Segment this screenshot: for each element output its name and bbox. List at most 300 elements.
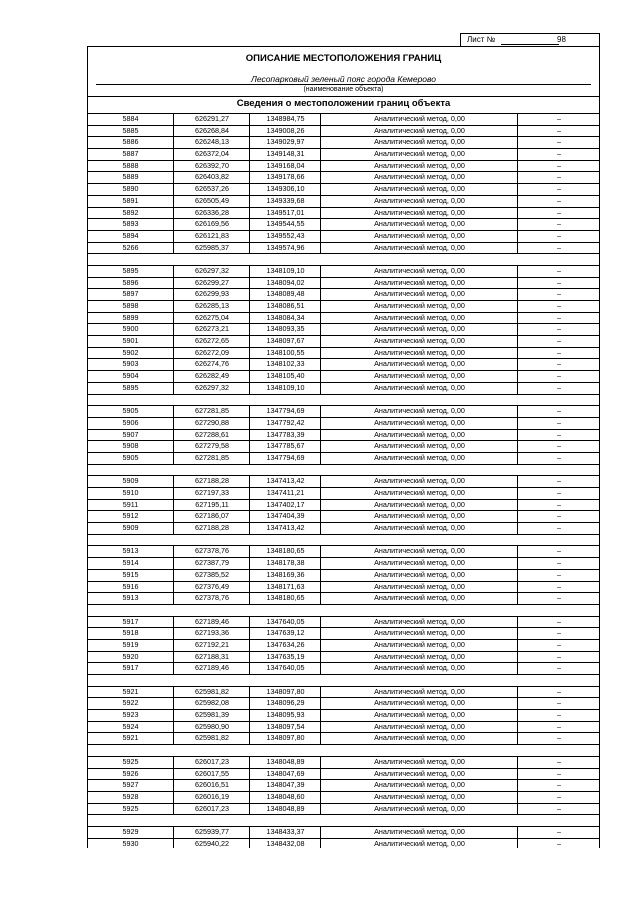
note-cell: – — [517, 523, 600, 534]
x-coordinate-cell: 625940,22 — [173, 839, 250, 848]
point-number-cell: 5914 — [122, 558, 139, 568]
point-number-cell: 5898 — [122, 301, 139, 310]
x-coordinate-cell: 627189,46 — [173, 617, 250, 628]
note-cell: – — [517, 406, 600, 417]
y-coordinate-cell: 1348048,60 — [249, 792, 321, 803]
y-coordinate-cell: 1348109,10 — [249, 383, 321, 394]
note-cell: – — [517, 289, 600, 300]
point-number-cell: 5912 — [122, 511, 139, 521]
point-number-cell: 5906 — [122, 417, 139, 427]
x-coordinate-cell: 626248,13 — [173, 137, 250, 148]
note-cell: – — [517, 593, 600, 604]
table-row — [88, 616, 599, 628]
table-row — [88, 756, 599, 768]
note-cell: – — [517, 243, 600, 254]
x-coordinate-cell: 626016,51 — [173, 780, 250, 791]
y-coordinate-cell: 1347402,17 — [249, 500, 321, 511]
x-coordinate-cell: 625981,39 — [173, 710, 250, 721]
method-cell: Аналитический метод, 0,00 — [320, 546, 518, 557]
y-coordinate-cell: 1349339,68 — [249, 196, 321, 207]
table-spacer-row — [88, 253, 599, 265]
point-number-cell: 5929 — [122, 826, 139, 836]
note-cell: – — [517, 114, 600, 125]
point-number-cell: 5888 — [122, 160, 139, 170]
x-coordinate-cell: 626017,23 — [173, 757, 250, 768]
point-number-cell: 5913 — [122, 593, 139, 603]
y-coordinate-cell: 1348097,67 — [249, 336, 321, 347]
method-cell: Аналитический метод, 0,00 — [320, 617, 518, 628]
note-cell: – — [517, 336, 600, 347]
y-coordinate-cell: 1348171,63 — [249, 582, 321, 593]
x-coordinate-cell: 627193,36 — [173, 628, 250, 639]
note-cell: – — [517, 804, 600, 815]
table-row — [88, 265, 599, 277]
y-coordinate-cell: 1349544,55 — [249, 219, 321, 230]
method-cell: Аналитический метод, 0,00 — [320, 348, 518, 359]
note-cell: – — [517, 313, 600, 324]
note-cell: – — [517, 208, 600, 219]
x-coordinate-cell: 625939,77 — [173, 827, 250, 838]
note-cell: – — [517, 827, 600, 838]
x-coordinate-cell: 626275,04 — [173, 313, 250, 324]
point-number-cell: 5924 — [122, 721, 139, 731]
x-coordinate-cell: 626274,76 — [173, 359, 250, 370]
method-cell: Аналитический метод, 0,00 — [320, 663, 518, 674]
sheet-number: 98 — [557, 35, 566, 44]
note-cell: – — [517, 687, 600, 698]
table-row — [88, 277, 599, 289]
y-coordinate-cell: 1348086,51 — [249, 301, 321, 312]
table-spacer-row — [88, 534, 599, 546]
y-coordinate-cell: 1348180,65 — [249, 593, 321, 604]
method-cell: Аналитический метод, 0,00 — [320, 383, 518, 394]
point-number-cell: 5922 — [122, 698, 139, 708]
x-coordinate-cell: 626297,32 — [173, 383, 250, 394]
note-cell: – — [517, 617, 600, 628]
method-cell: Аналитический метод, 0,00 — [320, 289, 518, 300]
point-number-cell: 5893 — [122, 219, 139, 229]
method-cell: Аналитический метод, 0,00 — [320, 733, 518, 744]
note-cell: – — [517, 161, 600, 172]
note-cell: – — [517, 430, 600, 441]
object-name-caption: (наименование объекта) — [303, 86, 384, 93]
point-number-cell: 5895 — [122, 265, 139, 275]
table-spacer-row — [88, 814, 599, 826]
point-number-cell: 5896 — [122, 277, 139, 287]
x-coordinate-cell: 626273,21 — [173, 324, 250, 335]
table-spacer-row — [88, 744, 599, 756]
method-cell: Аналитический метод, 0,00 — [320, 698, 518, 709]
y-coordinate-cell: 1348102,33 — [249, 359, 321, 370]
method-cell: Аналитический метод, 0,00 — [320, 208, 518, 219]
y-coordinate-cell: 1349574,96 — [249, 243, 321, 254]
point-number-cell: 5908 — [122, 441, 139, 451]
method-cell: Аналитический метод, 0,00 — [320, 196, 518, 207]
table-row — [88, 581, 599, 593]
table-row — [88, 358, 599, 370]
note-cell: – — [517, 196, 600, 207]
note-cell: – — [517, 663, 600, 674]
method-cell: Аналитический метод, 0,00 — [320, 149, 518, 160]
method-cell: Аналитический метод, 0,00 — [320, 336, 518, 347]
x-coordinate-cell: 627376,49 — [173, 582, 250, 593]
y-coordinate-cell: 1348097,80 — [249, 733, 321, 744]
method-cell: Аналитический метод, 0,00 — [320, 523, 518, 534]
table-row — [88, 569, 599, 581]
point-number-cell: 5889 — [122, 172, 139, 182]
y-coordinate-cell: 1347640,05 — [249, 663, 321, 674]
x-coordinate-cell: 626336,28 — [173, 208, 250, 219]
method-cell: Аналитический метод, 0,00 — [320, 114, 518, 125]
note-cell: – — [517, 710, 600, 721]
x-coordinate-cell: 626016,19 — [173, 792, 250, 803]
method-cell: Аналитический метод, 0,00 — [320, 500, 518, 511]
x-coordinate-cell: 627186,07 — [173, 511, 250, 522]
y-coordinate-cell: 1347404,39 — [249, 511, 321, 522]
note-cell: – — [517, 184, 600, 195]
point-number-cell: 5895 — [122, 382, 139, 392]
x-coordinate-cell: 627378,76 — [173, 546, 250, 557]
note-cell: – — [517, 780, 600, 791]
note-cell: – — [517, 383, 600, 394]
table-row — [88, 160, 599, 172]
method-cell: Аналитический метод, 0,00 — [320, 172, 518, 183]
point-number-cell: 5886 — [122, 137, 139, 147]
method-cell: Аналитический метод, 0,00 — [320, 313, 518, 324]
point-number-cell: 5266 — [122, 242, 139, 252]
note-cell: – — [517, 149, 600, 160]
point-number-cell: 5884 — [122, 114, 139, 123]
table-row — [88, 592, 599, 604]
table-row — [88, 768, 599, 780]
point-number-cell: 5909 — [122, 523, 139, 533]
method-cell: Аналитический метод, 0,00 — [320, 406, 518, 417]
x-coordinate-cell: 626272,09 — [173, 348, 250, 359]
table-row — [88, 300, 599, 312]
y-coordinate-cell: 1348089,48 — [249, 289, 321, 300]
y-coordinate-cell: 1348048,89 — [249, 804, 321, 815]
table-row — [88, 545, 599, 557]
table-row — [88, 627, 599, 639]
x-coordinate-cell: 625985,37 — [173, 243, 250, 254]
note-cell: – — [517, 511, 600, 522]
note-cell: – — [517, 558, 600, 569]
table-row — [88, 440, 599, 452]
table-row — [88, 662, 599, 674]
point-number-cell: 5918 — [122, 628, 139, 638]
x-coordinate-cell: 627188,31 — [173, 652, 250, 663]
method-cell: Аналитический метод, 0,00 — [320, 161, 518, 172]
table-row — [88, 125, 599, 137]
point-number-cell: 5923 — [122, 710, 139, 720]
note-cell: – — [517, 722, 600, 733]
table-row — [88, 312, 599, 324]
y-coordinate-cell: 1349029,97 — [249, 137, 321, 148]
note-cell: – — [517, 219, 600, 230]
table-spacer-row — [88, 604, 599, 616]
point-number-cell: 5919 — [122, 639, 139, 649]
method-cell: Аналитический метод, 0,00 — [320, 804, 518, 815]
note-cell: – — [517, 500, 600, 511]
table-row — [88, 207, 599, 219]
sheet-number-underline — [501, 44, 559, 45]
table-row — [88, 522, 599, 534]
method-cell: Аналитический метод, 0,00 — [320, 582, 518, 593]
note-cell: – — [517, 453, 600, 464]
page-title: ОПИСАНИЕ МЕСТОПОЛОЖЕНИЯ ГРАНИЦ — [245, 53, 442, 64]
x-coordinate-cell: 627188,28 — [173, 523, 250, 534]
y-coordinate-cell: 1347785,67 — [249, 441, 321, 452]
table-row — [88, 557, 599, 569]
x-coordinate-cell: 627387,79 — [173, 558, 250, 569]
sheet-label: Лист № — [467, 35, 496, 44]
point-number-cell: 5910 — [122, 488, 139, 497]
table-spacer-row — [88, 464, 599, 476]
point-number-cell: 5894 — [122, 230, 139, 240]
table-row — [88, 686, 599, 698]
table-row — [88, 417, 599, 429]
y-coordinate-cell: 1348048,89 — [249, 757, 321, 768]
table-row — [88, 230, 599, 242]
note-cell: – — [517, 488, 600, 499]
object-name-underline — [96, 84, 591, 85]
table-row — [88, 288, 599, 300]
y-coordinate-cell: 1347792,42 — [249, 418, 321, 429]
x-coordinate-cell: 626272,65 — [173, 336, 250, 347]
x-coordinate-cell: 627385,52 — [173, 570, 250, 581]
method-cell: Аналитический метод, 0,00 — [320, 710, 518, 721]
point-number-cell: 5925 — [122, 803, 139, 813]
y-coordinate-cell: 1348084,34 — [249, 313, 321, 324]
point-number-cell: 5907 — [122, 429, 139, 439]
table-row — [88, 779, 599, 791]
method-cell: Аналитический метод, 0,00 — [320, 278, 518, 289]
table-row — [88, 113, 599, 125]
x-coordinate-cell: 625981,82 — [173, 687, 250, 698]
y-coordinate-cell: 1348096,29 — [249, 698, 321, 709]
table-row — [88, 171, 599, 183]
x-coordinate-cell: 626121,83 — [173, 231, 250, 242]
table-row — [88, 382, 599, 394]
table-row — [88, 838, 599, 848]
method-cell: Аналитический метод, 0,00 — [320, 418, 518, 429]
note-cell: – — [517, 733, 600, 744]
table-spacer-row — [88, 394, 599, 406]
y-coordinate-cell: 1347635,19 — [249, 652, 321, 663]
y-coordinate-cell: 1349306,10 — [249, 184, 321, 195]
note-cell: – — [517, 769, 600, 780]
table-row — [88, 136, 599, 148]
note-cell: – — [517, 137, 600, 148]
method-cell: Аналитический метод, 0,00 — [320, 488, 518, 499]
table-row — [88, 791, 599, 803]
y-coordinate-cell: 1349178,66 — [249, 172, 321, 183]
table-row — [88, 183, 599, 195]
point-number-cell: 5920 — [122, 651, 139, 661]
section-divider — [88, 96, 599, 97]
x-coordinate-cell: 626403,82 — [173, 172, 250, 183]
method-cell: Аналитический метод, 0,00 — [320, 628, 518, 639]
point-number-cell: 5901 — [122, 336, 139, 346]
point-number-cell: 5903 — [122, 359, 139, 369]
x-coordinate-cell: 625980,90 — [173, 722, 250, 733]
method-cell: Аналитический метод, 0,00 — [320, 231, 518, 242]
note-cell: – — [517, 652, 600, 663]
point-number-cell: 5913 — [122, 546, 139, 556]
x-coordinate-cell: 627378,76 — [173, 593, 250, 604]
table-row — [88, 242, 599, 254]
method-cell: Аналитический метод, 0,00 — [320, 453, 518, 464]
note-cell: – — [517, 839, 600, 848]
method-cell: Аналитический метод, 0,00 — [320, 219, 518, 230]
x-coordinate-cell: 626372,04 — [173, 149, 250, 160]
point-number-cell: 5885 — [122, 125, 139, 135]
method-cell: Аналитический метод, 0,00 — [320, 792, 518, 803]
point-number-cell: 5927 — [122, 780, 139, 790]
method-cell: Аналитический метод, 0,00 — [320, 593, 518, 604]
y-coordinate-cell: 1347640,05 — [249, 617, 321, 628]
y-coordinate-cell: 1348105,40 — [249, 371, 321, 382]
table-row — [88, 721, 599, 733]
method-cell: Аналитический метод, 0,00 — [320, 266, 518, 277]
table-row — [88, 651, 599, 663]
table-row — [88, 370, 599, 382]
x-coordinate-cell: 627281,85 — [173, 453, 250, 464]
table-row — [88, 405, 599, 417]
table-row — [88, 639, 599, 651]
point-number-cell: 5915 — [122, 569, 139, 579]
x-coordinate-cell: 627195,11 — [173, 500, 250, 511]
note-cell: – — [517, 698, 600, 709]
y-coordinate-cell: 1347794,69 — [249, 406, 321, 417]
method-cell: Аналитический метод, 0,00 — [320, 769, 518, 780]
y-coordinate-cell: 1348984,75 — [249, 114, 321, 125]
table-row — [88, 452, 599, 464]
method-cell: Аналитический метод, 0,00 — [320, 476, 518, 487]
x-coordinate-cell: 626017,55 — [173, 769, 250, 780]
x-coordinate-cell: 626169,56 — [173, 219, 250, 230]
table-row — [88, 732, 599, 744]
note-cell: – — [517, 172, 600, 183]
method-cell: Аналитический метод, 0,00 — [320, 839, 518, 848]
table-row — [88, 475, 599, 487]
point-number-cell: 5904 — [122, 371, 139, 381]
section-title: Сведения о местоположении границ объекта — [236, 98, 451, 109]
method-cell: Аналитический метод, 0,00 — [320, 652, 518, 663]
note-cell: – — [517, 757, 600, 768]
point-number-cell: 5909 — [122, 476, 139, 486]
point-number-cell: 5917 — [122, 616, 139, 626]
point-number-cell: 5917 — [122, 663, 139, 673]
x-coordinate-cell: 626299,93 — [173, 289, 250, 300]
y-coordinate-cell: 1347783,39 — [249, 430, 321, 441]
method-cell: Аналитический метод, 0,00 — [320, 441, 518, 452]
point-number-cell: 5890 — [122, 184, 139, 194]
table-row — [88, 218, 599, 230]
method-cell: Аналитический метод, 0,00 — [320, 324, 518, 335]
x-coordinate-cell: 627188,28 — [173, 476, 250, 487]
y-coordinate-cell: 1348047,39 — [249, 780, 321, 791]
table-row — [88, 510, 599, 522]
method-cell: Аналитический метод, 0,00 — [320, 827, 518, 838]
y-coordinate-cell: 1347413,42 — [249, 476, 321, 487]
coordinates-table — [88, 113, 599, 848]
y-coordinate-cell: 1348433,37 — [249, 827, 321, 838]
y-coordinate-cell: 1349168,04 — [249, 161, 321, 172]
point-number-cell: 5887 — [122, 149, 139, 159]
table-row — [88, 148, 599, 160]
table-row — [88, 335, 599, 347]
point-number-cell: 5905 — [122, 452, 139, 462]
x-coordinate-cell: 626505,49 — [173, 196, 250, 207]
method-cell: Аналитический метод, 0,00 — [320, 558, 518, 569]
point-number-cell: 5900 — [122, 324, 139, 334]
point-number-cell: 5899 — [122, 312, 139, 322]
point-number-cell: 5905 — [122, 406, 139, 416]
table-row — [88, 347, 599, 359]
x-coordinate-cell: 625981,82 — [173, 733, 250, 744]
x-coordinate-cell: 627279,58 — [173, 441, 250, 452]
y-coordinate-cell: 1347411,21 — [249, 488, 321, 499]
point-number-cell: 5921 — [122, 686, 139, 696]
note-cell: – — [517, 476, 600, 487]
x-coordinate-cell: 626282,49 — [173, 371, 250, 382]
note-cell: – — [517, 126, 600, 137]
y-coordinate-cell: 1349517,01 — [249, 208, 321, 219]
y-coordinate-cell: 1348180,65 — [249, 546, 321, 557]
point-number-cell: 5916 — [122, 581, 139, 591]
document-frame — [87, 46, 600, 848]
point-number-cell: 5891 — [122, 195, 139, 205]
x-coordinate-cell: 626017,23 — [173, 804, 250, 815]
note-cell: – — [517, 441, 600, 452]
note-cell: – — [517, 301, 600, 312]
table-row — [88, 429, 599, 441]
y-coordinate-cell: 1348109,10 — [249, 266, 321, 277]
x-coordinate-cell: 627288,61 — [173, 430, 250, 441]
note-cell: – — [517, 628, 600, 639]
method-cell: Аналитический метод, 0,00 — [320, 184, 518, 195]
y-coordinate-cell: 1348178,38 — [249, 558, 321, 569]
x-coordinate-cell: 627290,88 — [173, 418, 250, 429]
point-number-cell: 5921 — [122, 733, 139, 743]
object-name: Лесопарковый зеленый пояс города Кемерово — [251, 74, 436, 84]
table-spacer-row — [88, 674, 599, 686]
point-number-cell: 5902 — [122, 347, 139, 357]
point-number-cell: 5911 — [122, 499, 139, 509]
method-cell: Аналитический метод, 0,00 — [320, 137, 518, 148]
table-row — [88, 487, 599, 499]
note-cell: – — [517, 278, 600, 289]
y-coordinate-cell: 1349148,31 — [249, 149, 321, 160]
method-cell: Аналитический метод, 0,00 — [320, 687, 518, 698]
point-number-cell: 5925 — [122, 756, 139, 766]
y-coordinate-cell: 1348100,55 — [249, 348, 321, 359]
y-coordinate-cell: 1347413,42 — [249, 523, 321, 534]
point-number-cell: 5897 — [122, 289, 139, 299]
note-cell: – — [517, 371, 600, 382]
note-cell: – — [517, 324, 600, 335]
x-coordinate-cell: 626537,26 — [173, 184, 250, 195]
note-cell: – — [517, 582, 600, 593]
table-row — [88, 697, 599, 709]
y-coordinate-cell: 1348095,93 — [249, 710, 321, 721]
method-cell: Аналитический метод, 0,00 — [320, 722, 518, 733]
point-number-cell: 5928 — [122, 791, 139, 801]
note-cell: – — [517, 231, 600, 242]
x-coordinate-cell: 627189,46 — [173, 663, 250, 674]
method-cell: Аналитический метод, 0,00 — [320, 126, 518, 137]
